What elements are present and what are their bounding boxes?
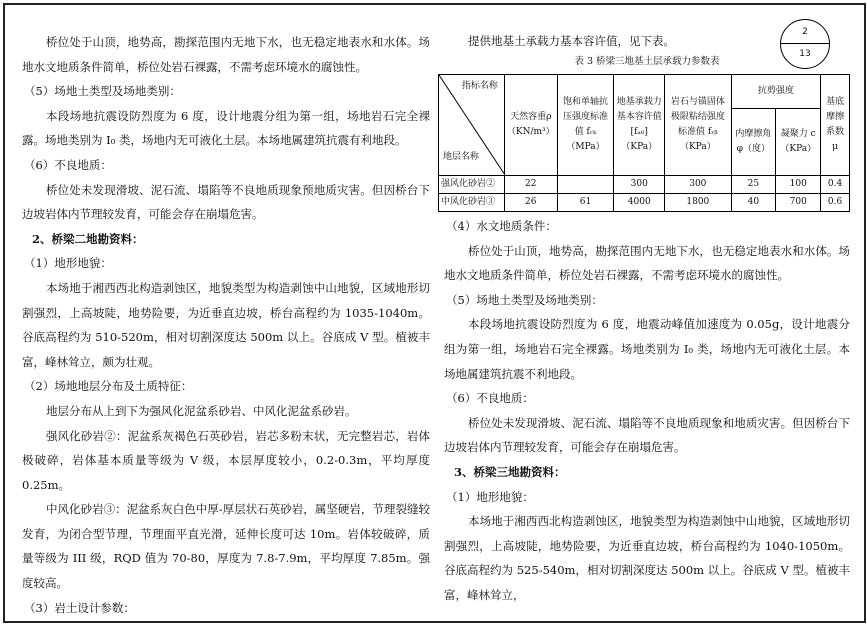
header-mu: 基底摩擦系数 μ	[821, 75, 850, 176]
section-heading: （5）场地土类型及场地类别：	[24, 84, 181, 99]
paragraph: 中风化砂岩③：泥盆系灰白色中厚-厚层状石英砂岩，属坚硬岩，节理裂缝较发育，为闭合型节理，节理面平直光滑，延伸长度可达 10m。岩体较破碎，质量等级为 III 级，RQD 值为 70-80，厚度为 7.8-7.9m，平均厚度 7.85m。强度较高。	[22, 502, 430, 591]
header-ucs: 饱和单轴抗压强度标准值 fᵣₖ（MPa）	[557, 75, 614, 176]
chapter-heading: 2、桥梁二地勘资料：	[32, 231, 144, 246]
section-heading: （1）地形地貌：	[24, 256, 112, 271]
diag-top-label: 指标名称	[461, 81, 498, 91]
paragraph: 本场地于湘西西北构造剥蚀区，地貌类型为构造剥蚀中山地貌，区域地形切割强烈，上高坡陡，地势险要，为近垂直边坡，桥台高程约为 1035-1040m。谷底高程约为 510-520m，相对切割深度达 500m 以上。谷底成 V 型。植被丰富，峰林耸立，颇为壮观。	[22, 280, 430, 369]
section-heading: （3）岩土设计参数：	[24, 600, 135, 615]
page-number-bottom: 13	[799, 49, 811, 59]
cell-density: 22	[504, 176, 557, 194]
cell-c: 100	[776, 176, 821, 194]
paragraph: 本段场地抗震设防烈度为 6 度，设计地震分组为第一组，场地岩石完全裸露。场地类别为 I₀ 类，场地内无可液化土层。本场地属建筑抗震有利地段。	[22, 108, 430, 148]
header-phi: 内摩擦角 φ（度）	[731, 109, 776, 176]
cell-mu: 0.4	[821, 176, 850, 194]
section-heading: （6）不良地质：	[446, 391, 534, 406]
section-heading: （1）地形地貌：	[446, 489, 534, 504]
cell-phi: 40	[731, 194, 776, 212]
paragraph: 桥位处未发现滑坡、泥石流、塌陷等不良地质现象预地质灾害。但因桥台下边坡岩体内节理较发育，可能会存在崩塌危害。	[22, 182, 430, 222]
paragraph: 桥位处于山顶，地势高，勘探范围内无地下水，也无稳定地表水和水体。场地水文地质条件简单，桥位处岩石裸露，不需考虑环境水的腐蚀性。	[444, 243, 850, 283]
paragraph: 本场地于湘西西北构造剥蚀区，地貌类型为构造剥蚀中山地貌，区域地形切割强烈，上高坡陡，地势险要，为近垂直边坡，桥台高程约为 1040-1050m。谷底高程约为 525-540m，相对切割深度达 500m 以上。谷底成 V 型。植被丰富，峰林耸立，	[444, 514, 850, 602]
cell-mu: 0.6	[821, 194, 850, 212]
section-heading: （2）场地地层分布及土质特征：	[24, 379, 193, 394]
cell-phi: 25	[731, 176, 776, 194]
paragraph: 强风化砂岩②：泥盆系灰褐色石英砂岩，岩芯多粉末状，无完整岩芯，岩体极破碎，岩体基本质量等级为 V 级，本层厚度较小，0.2-0.3m，平均厚度 0.25m。	[22, 428, 430, 492]
row-name: 强风化砂岩②	[439, 176, 505, 194]
header-shear: 抗剪强度	[731, 75, 821, 109]
table-diagonal-header	[439, 75, 505, 176]
header-density: 天然容重ρ（KN/m³）	[504, 75, 557, 176]
header-c: 凝聚力 c（KPa）	[776, 109, 821, 176]
cell-bearing: 300	[614, 176, 665, 194]
paragraph: 桥位处未发现滑坡、泥石流、塌陷等不良地质现象和地质灾害。但因桥台下边坡岩体内节理较发育，可能会存在崩塌危害。	[444, 415, 850, 455]
paragraph: 地层分布从上到下为强风化泥盆系砂岩、中风化泥盆系砂岩。	[46, 403, 357, 418]
row-name: 中风化砂岩③	[439, 194, 505, 212]
table-row	[439, 176, 850, 194]
paragraph: 本段场地抗震设防烈度为 6 度，地震动峰值加速度为 0.05g，设计地震分组为第一组，场地岩石完全裸露。场地类别为 I₀ 类，场地内无可液化土层。本场地属建筑抗震不利地段。	[444, 317, 850, 381]
cell-c: 700	[776, 194, 821, 212]
paragraph: 提供地基土承载力基本容许值，见下表。	[468, 34, 675, 48]
soil-parameter-table	[438, 74, 850, 212]
diag-bottom-label: 地层名称	[443, 152, 480, 162]
chapter-heading: 3、桥梁三地勘资料：	[454, 464, 566, 479]
table-caption: 表 3 桥梁三地基土层承载力参数表	[574, 56, 720, 67]
cell-bond: 300	[665, 176, 731, 194]
section-heading: （4）水文地质条件：	[446, 219, 557, 233]
right-column	[441, 30, 850, 608]
header-bond: 岩石与锚固体极限粘结强度标准值 fᵣᵦ（KPa）	[665, 75, 731, 176]
table-row	[439, 194, 850, 212]
cell-ucs: 61	[557, 194, 614, 212]
paragraph: 桥位处于山顶，地势高，勘探范围内无地下水，也无稳定地表水和水体。场地水文地质条件简单，桥位处岩石裸露，不需考虑环境水的腐蚀性。	[22, 35, 430, 74]
page-number-top: 2	[802, 27, 808, 37]
header-bearing: 地基承载力基本容许值[fₐ₀]（KPa）	[614, 75, 665, 176]
cell-density: 26	[504, 194, 557, 212]
cell-bond: 1800	[665, 194, 731, 212]
left-column	[22, 30, 430, 620]
cell-bearing: 4000	[614, 194, 665, 212]
cell-ucs	[557, 176, 614, 194]
section-heading: （6）不良地质：	[24, 157, 112, 172]
section-heading: （5）场地土类型及场地类别：	[446, 292, 603, 307]
